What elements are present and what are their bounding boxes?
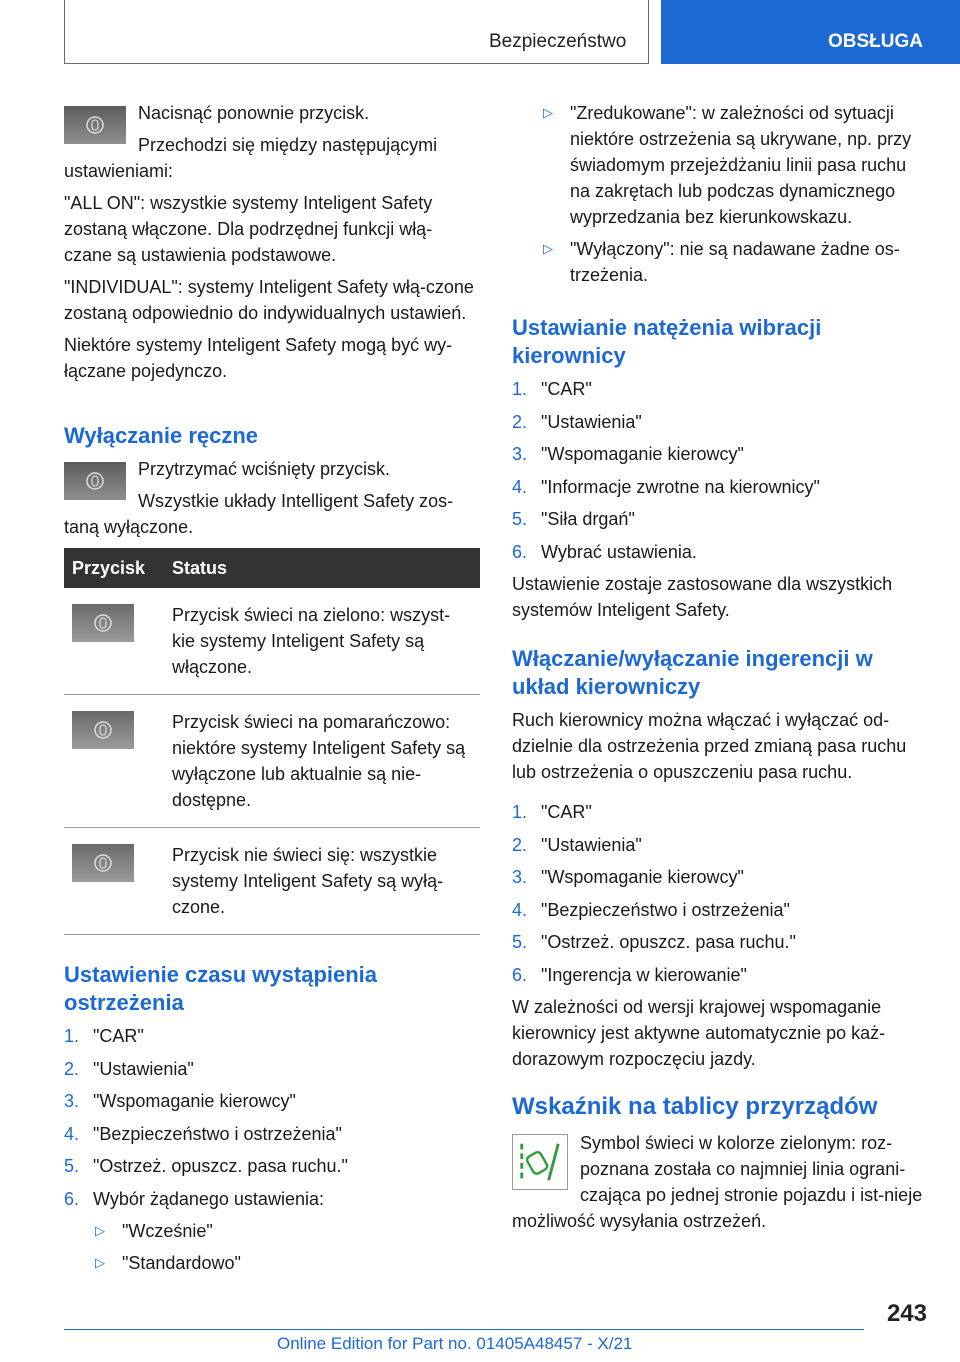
list-item: 1. "CAR" xyxy=(64,1026,144,1046)
triangle-bullet-icon: ▷ xyxy=(95,1254,105,1270)
lane-indicator-image xyxy=(512,1134,568,1190)
text-switch-settings: Przechodzi się między następującymi ustawieniami: xyxy=(64,135,438,181)
list-item: 2. "Ustawienia" xyxy=(512,834,642,855)
safety-button-icon xyxy=(85,115,105,135)
list-item: 5. "Ostrzeż. opuszcz. pasa ruchu." xyxy=(64,1156,348,1176)
text-all-on: "ALL ON": wszystkie systemy Inteligent Safety zostaną włączone. Dla podrzędnej funkcji włą-czane są ustawienia podstawowe. xyxy=(64,193,433,265)
triangle-bullet-icon: ▷ xyxy=(95,1222,105,1238)
lane-departure-icon xyxy=(516,1138,564,1186)
list-item: 1. "CAR" xyxy=(512,802,592,822)
heading-steering-intervention: Włączanie/wyłączanie ingerencji w układ kierowniczy xyxy=(512,646,873,699)
list-item: 2. "Ustawienia" xyxy=(512,411,642,432)
heading-warning-time: Ustawienie czasu wystąpienia ostrzeżenia xyxy=(64,962,378,1015)
heading-vibration: Ustawianie natężenia wibracji kierownicy xyxy=(512,315,822,368)
text-some-systems: Niektóre systemy Inteligent Safety mogą być wy-łączane pojedynczo. xyxy=(64,335,453,381)
table-header-status: Status xyxy=(164,548,480,588)
header-tab: OBSŁUGA xyxy=(661,0,960,64)
safety-button-green-icon xyxy=(72,604,134,642)
list-item: 4. "Informacje zwrotne na kierownicy" xyxy=(512,476,820,497)
text-vibration-applies: Ustawienie zostaje zastosowane dla wszystkich systemów Inteligent Safety. xyxy=(512,574,893,620)
list-item: 6. Wybór żądanego ustawienia: ▷ "Wcześnie" ▷ "Standardowo" xyxy=(64,1186,480,1276)
intervention-steps xyxy=(512,799,927,988)
list-item: 1. "CAR" xyxy=(512,379,592,399)
table-row xyxy=(64,695,480,828)
text-indicator-green: Symbol świeci w kolorze zielonym: roz-poznana została co najmniej linia ograni-czająca po jednej stronie pojazdu i ist-nieje możliwość wysyłania ostrzeżeń. xyxy=(512,1133,923,1231)
table-row xyxy=(64,588,480,695)
table-cell-status: Przycisk świeci na pomarańczowo: niektóre systemy Inteligent Safety są wyłączone lub aktualnie są nie-dostępne. xyxy=(164,695,480,828)
list-item: 3. "Wspomaganie kierowcy" xyxy=(512,444,744,464)
footer-edition: Online Edition for Part no. 01405A48457 - X/21 xyxy=(277,1334,633,1353)
sub-item: ▷ "Standardowo" xyxy=(93,1250,480,1276)
heading-manual-off: Wyłączanie ręczne xyxy=(64,423,259,448)
vibration-steps xyxy=(512,376,927,565)
header-title: Bezpieczeństwo xyxy=(489,31,627,52)
sub-item: ▷ "Wyłączony": nie są nadawane żadne os-trzeżenia. xyxy=(541,236,927,288)
list-item: 6. Wybrać ustawienia. xyxy=(512,541,697,562)
right-column xyxy=(512,100,927,1240)
page-number: 243 xyxy=(886,1300,927,1327)
list-item: 3. "Wspomaganie kierowcy" xyxy=(512,867,744,887)
list-item: 4. "Bezpieczeństwo i ostrzeżenia" xyxy=(512,899,790,920)
list-item: 3. "Wspomaganie kierowcy" xyxy=(64,1091,296,1111)
triangle-bullet-icon: ▷ xyxy=(543,241,553,256)
list-item: 2. "Ustawienia" xyxy=(64,1058,194,1079)
table-header-button: Przycisk xyxy=(64,548,164,588)
triangle-bullet-icon: ▷ xyxy=(543,105,553,120)
text-individual: "INDIVIDUAL": systemy Inteligent Safety włą-czone zostaną odpowiednio do indywidualnych ustawień. xyxy=(64,277,474,323)
safety-button-icon xyxy=(85,471,105,491)
warning-time-steps xyxy=(64,1023,480,1276)
table-row xyxy=(64,828,480,935)
heading-instrument-indicator: Wskaźnik na tablicy przyrządów xyxy=(512,1093,878,1120)
sub-item: ▷ "Zredukowane": w zależności od sytuacji niektóre ostrzeżenia są ukrywane, np. przy świadomym przejeżdżaniu linii pasa ruchu na zakrętach lub podczas dynamicznego wyprzedzania bez kierunkowskazu. xyxy=(541,100,927,230)
safety-button-image xyxy=(64,106,126,144)
footer-divider xyxy=(64,1329,864,1330)
text-hold-button: Przytrzymać wciśnięty przycisk. xyxy=(138,459,391,479)
list-item: 6. "Ingerencja w kierowanie" xyxy=(512,964,747,985)
safety-button-image xyxy=(64,462,126,500)
status-table xyxy=(64,548,480,935)
text-all-off: Wszystkie układy Intelligent Safety zos-taną wyłączone. xyxy=(64,491,454,537)
text-press-again: Nacisnąć ponownie przycisk. xyxy=(138,103,370,123)
text-steering-intervention: Ruch kierownicy można włączać i wyłączać od-dzielnie dla ostrzeżenia przed zmianą pasa ruchu lub ostrzeżenia o opuszczeniu pasa ruchu. xyxy=(512,710,907,782)
sub-item: ▷ "Wcześnie" xyxy=(93,1218,480,1244)
list-item: 5. "Ostrzeż. opuszcz. pasa ruchu." xyxy=(512,932,796,952)
table-cell-status: Przycisk świeci na zielono: wszyst-kie systemy Inteligent Safety są włączone. xyxy=(164,588,480,695)
safety-button-orange-icon xyxy=(72,711,134,749)
list-item: 5. "Siła drgań" xyxy=(512,509,635,529)
list-item: 4. "Bezpieczeństwo i ostrzeżenia" xyxy=(64,1123,342,1144)
safety-button-off-icon xyxy=(72,844,134,882)
text-country-version: W zależności od wersji krajowej wspomaganie kierownicy jest aktywne automatycznie po każ-dorazowym rozpoczęciu jazdy. xyxy=(512,997,886,1069)
table-cell-status: Przycisk nie świeci się: wszystkie systemy Inteligent Safety są wyłą-czone. xyxy=(164,828,480,935)
left-column xyxy=(64,100,480,1282)
